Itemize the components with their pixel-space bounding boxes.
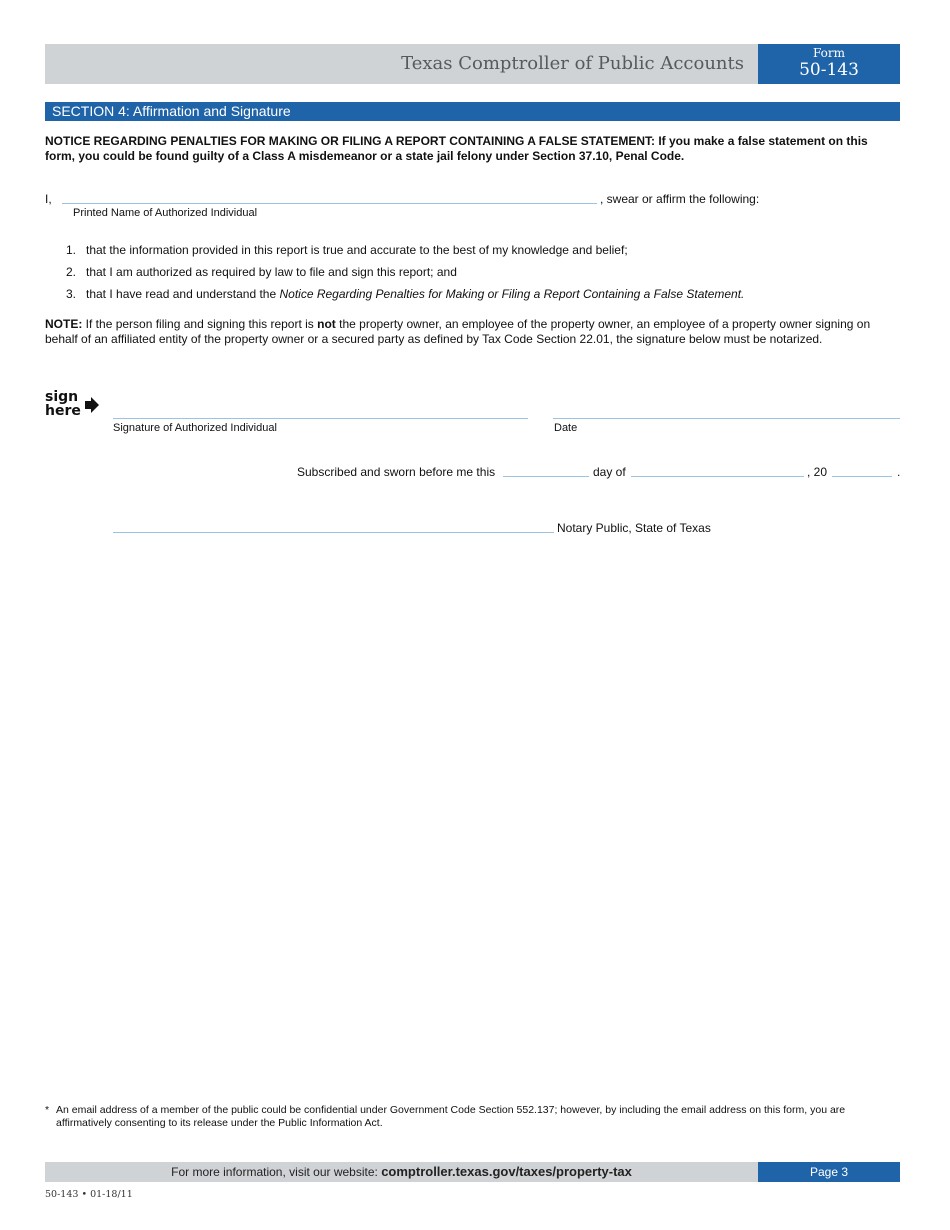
penalty-notice: NOTICE REGARDING PENALTIES FOR MAKING OR FILING A REPORT CONTAINING A FALSE STATEMENT: If you make a false statement on this form, you could be found guilty of a Class A misdemeanor or a state jail felony under Section 37.10, Penal Code.	[45, 134, 868, 163]
affirm-item-3	[66, 287, 744, 301]
sign-word: sign	[45, 389, 79, 405]
notarize-note	[45, 317, 895, 347]
sworn-day-field[interactable]	[503, 476, 589, 477]
affirm-prefix: I,	[45, 192, 52, 206]
signature-caption: Signature of Authorized Individual	[113, 422, 277, 434]
sworn-year-field[interactable]	[832, 476, 892, 477]
item-text: that I am authorized as required by law to file and sign this report; and	[86, 265, 457, 279]
affirm-suffix: , swear or affirm the following:	[600, 192, 760, 206]
footnote-mark: *	[45, 1104, 50, 1116]
item-number: 2.	[66, 265, 77, 279]
sworn-month-field[interactable]	[631, 476, 804, 477]
section-title: SECTION 4: Affirmation and Signature	[52, 103, 291, 119]
date-field[interactable]	[553, 418, 900, 419]
form-code: 50-143 • 01-18/11	[45, 1189, 133, 1200]
day-of-text: day of	[593, 465, 626, 479]
sworn-text: Subscribed and sworn before me this	[297, 465, 496, 479]
form-label: Form	[812, 46, 845, 60]
notary-caption: Notary Public, State of Texas	[557, 521, 711, 535]
affirm-item-2	[66, 265, 457, 279]
item-text: that the information provided in this report is true and accurate to the best of my knowledge and belief;	[86, 243, 628, 257]
printed-name-caption: Printed Name of Authorized Individual	[73, 207, 258, 219]
footer-bar	[45, 1162, 758, 1182]
note-text-after: the property owner, an employee of the property owner, an employee of a property owner signing on behalf of an affiliated entity of the property owner or a secured party as defined by Tax Code Section 22.01, the signature below must be notarized.	[45, 317, 871, 346]
date-caption: Date	[554, 422, 578, 434]
footer-info-text: For more information, visit our website:	[171, 1165, 382, 1179]
email-footnote	[45, 1104, 895, 1130]
agency-title: Texas Comptroller of Public Accounts	[401, 53, 744, 74]
item-number: 3.	[66, 287, 77, 301]
signature-field[interactable]	[113, 418, 528, 419]
note-text-before: If the person filing and signing this report is	[82, 317, 318, 331]
form-number: 50-143	[799, 60, 859, 80]
note-label: NOTE:	[45, 317, 83, 331]
sworn-period: .	[897, 465, 901, 479]
printed-name-field[interactable]	[62, 203, 597, 204]
sign-here-label	[45, 390, 81, 418]
affirm-item-1	[66, 243, 628, 257]
here-word: here	[45, 403, 81, 419]
form-number-box	[758, 44, 900, 84]
footer-website-link[interactable]: comptroller.texas.gov/taxes/property-tax	[381, 1164, 632, 1179]
notary-signature-field[interactable]	[113, 532, 554, 533]
note-bold-word: not	[317, 317, 336, 331]
footnote-text: An email address of a member of the public could be confidential under Government Code Section 552.137; however, by including the email address on this form, you are affirmatively consenting to its release under the Public Information Act.	[56, 1104, 846, 1129]
section-header	[45, 102, 900, 121]
item-italic-text: Notice Regarding Penalties for Making or Filing a Report Containing a False Statement.	[279, 287, 745, 301]
item-text: that I have read and understand the	[86, 287, 280, 301]
arrow-right-icon	[85, 397, 99, 413]
item-number: 1.	[66, 243, 77, 257]
year-prefix: , 20	[807, 465, 828, 479]
page-number: Page 3	[758, 1162, 900, 1182]
